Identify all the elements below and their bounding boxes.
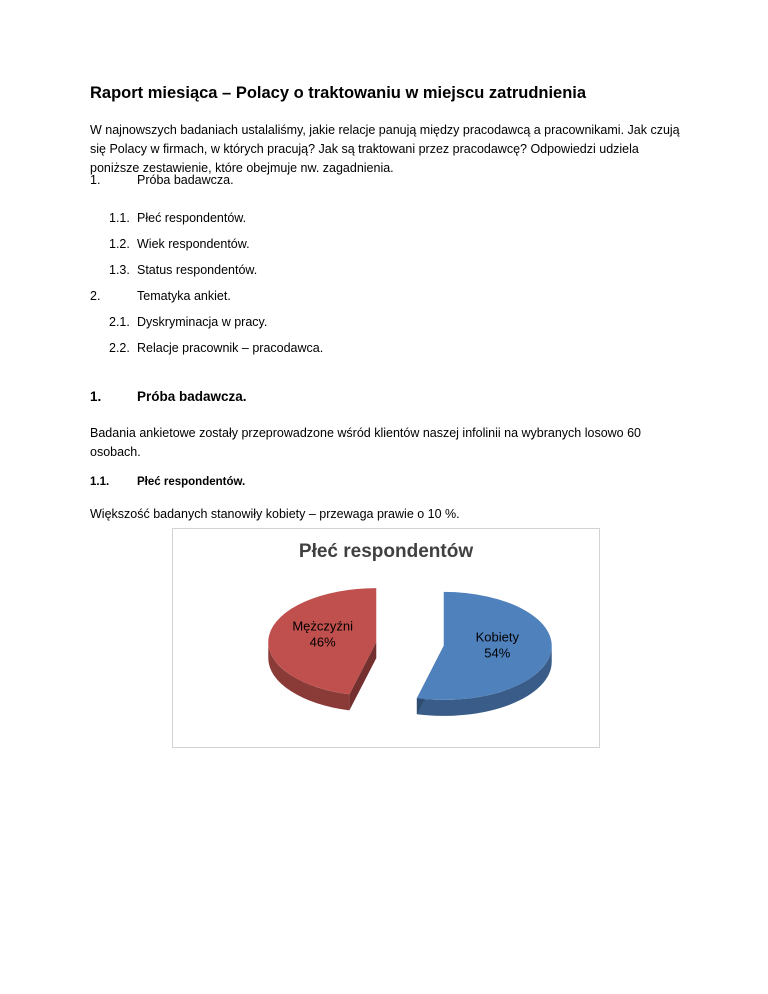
subsection-heading: Płeć respondentów. — [137, 476, 246, 488]
subsection-paragraph: Większość badanych stanowiły kobiety – przewaga prawie o 10 %. — [90, 507, 460, 521]
toc-number: 2.2. — [109, 341, 130, 355]
pie-chart-svg — [173, 529, 599, 747]
pie-chart — [172, 528, 600, 748]
toc-text: Status respondentów. — [137, 263, 258, 277]
toc-number: 1.1. — [109, 211, 130, 225]
toc-number: 1.3. — [109, 263, 130, 277]
toc-text: Relacje pracownik – pracodawca. — [137, 341, 324, 355]
page-title: Raport miesiąca – Polacy o traktowaniu w miejscu zatrudnienia — [90, 84, 587, 102]
slice-label-kobiety: Kobiety — [475, 629, 519, 645]
section-number: 1. — [90, 389, 102, 404]
toc-text: Próba badawcza. — [137, 173, 234, 187]
slice-value-mężczyźni: 46% — [309, 634, 336, 650]
toc-text: Płeć respondentów. — [137, 211, 247, 225]
slice-label-mężczyźni: Mężczyźni — [292, 618, 354, 634]
subsection-number: 1.1. — [90, 476, 110, 488]
section-paragraph: Badania ankietowe zostały przeprowadzone wśród klientów naszej infolinii na wybranych losowo 60 osobach. — [90, 426, 642, 459]
slice-value-kobiety: 54% — [484, 645, 511, 661]
section-heading: Próba badawcza. — [137, 389, 247, 404]
toc-text: Tematyka ankiet. — [137, 289, 231, 303]
chart-title: Płeć respondentów — [298, 541, 474, 562]
toc-number: 1. — [90, 173, 101, 187]
toc-text: Dyskryminacja w pracy. — [137, 315, 268, 329]
intro-paragraph: W najnowszych badaniach ustalaliśmy, jakie relacje panują między pracodawcą a pracownikami. Jak czują się Polacy w firmach, w których pracują? Jak są traktowani przez pracodawcę? Odpowiedzi udziela poniższe zestawienie, które obejmuje nw. zagadnienia. — [90, 123, 680, 175]
toc-number: 2.1. — [109, 315, 130, 329]
toc-text: Wiek respondentów. — [137, 237, 250, 251]
toc-number: 2. — [90, 289, 101, 303]
toc-number: 1.2. — [109, 237, 130, 251]
